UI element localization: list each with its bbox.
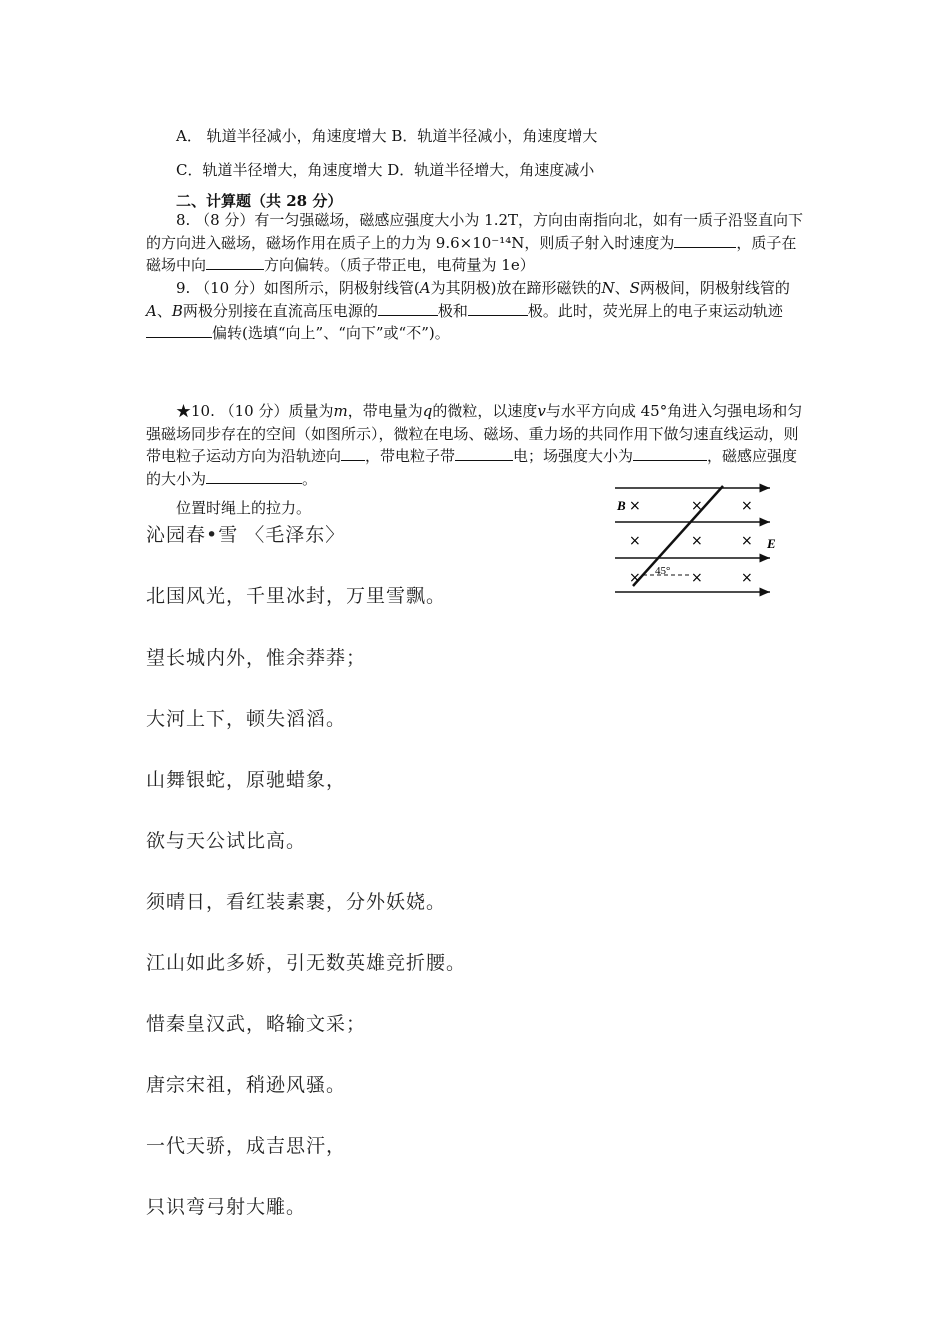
option-line-cd: C．轨道半径增大，角速度增大 D．轨道半径增大，角速度减小 <box>176 161 595 179</box>
cross-mark: × <box>691 570 703 586</box>
stray-line: 位置时绳上的拉力。 <box>176 499 312 517</box>
cross-mark: × <box>629 533 641 549</box>
poem-line: 唐宗宋祖，稍逊风骚。 <box>146 1074 347 1096</box>
poem-line: 北国风光，千里冰封，万里雪飘。 <box>146 585 447 607</box>
q9-text-4: 两极分别接在直流高压电源的 <box>182 301 378 320</box>
q10-var-v: v <box>537 402 546 420</box>
q9-sep-1: 、 <box>614 279 630 297</box>
q10-text-8: 。 <box>302 469 318 488</box>
q9-var-b: B <box>171 301 183 320</box>
cross-mark: × <box>741 570 753 586</box>
cross-mark: × <box>741 533 753 549</box>
q10-blank-magnetic-strength[interactable] <box>206 468 302 484</box>
section-title: 二、计算题（共 28 分） <box>176 192 343 210</box>
field-diagram <box>605 478 785 603</box>
q9-text-1: 9. （10 分）如图所示，阴极射线管( <box>176 279 420 297</box>
q9-text-6: 极。此时，荧光屏上的电子束运动轨迹 <box>527 301 783 320</box>
cross-mark: × <box>691 533 703 549</box>
poem-line: 欲与天公试比高。 <box>146 830 307 852</box>
poem-line: 大河上下，顿失滔滔。 <box>146 708 347 730</box>
q10-text-5: ，带电粒子带 <box>365 447 456 465</box>
poem-line: 惜秦皇汉武，略输文采； <box>146 1013 367 1035</box>
label-e: E <box>767 536 776 551</box>
q8-blank-direction[interactable] <box>206 254 264 270</box>
q9-text-5: 极和 <box>437 301 468 320</box>
cross-mark: × <box>741 498 753 514</box>
q10-blank-charge[interactable] <box>455 445 513 461</box>
particle-trajectory <box>633 486 723 586</box>
q9-sep-2: 、 <box>156 301 172 320</box>
poem-line: 只识弯弓射大雕。 <box>146 1196 307 1218</box>
q10-text-4: 与水平方向成 45°角进入匀强电场和匀强磁场同步存在的空间（如图所示），微粒在电场、磁场、重力场的共同作用下做匀速直线运动，则带电粒子运动方向为沿轨迹向 <box>146 402 803 465</box>
q10-text-3: 的微粒，以速度 <box>432 402 538 420</box>
q9-var-s: S <box>629 279 640 297</box>
q10-text-6: 电；场强度大小为 <box>513 447 634 465</box>
poem-line: 江山如此多娇，引无数英雄竞折腰。 <box>146 952 467 974</box>
q9-text-3: 两极间，阴极射线管的 <box>639 279 790 297</box>
q10-var-q: q <box>422 402 433 420</box>
question-9 <box>146 277 811 345</box>
cross-mark: × <box>629 570 641 586</box>
q9-var-n: N <box>601 279 615 297</box>
angle-label: 45° <box>655 565 671 577</box>
cross-mark: × <box>629 498 641 514</box>
poem-line: 一代天骄，成吉思汗， <box>146 1135 347 1157</box>
poem-line: 山舞银蛇，原驰蜡象， <box>146 769 347 791</box>
poem-title: 沁园春•雪 〈毛泽东〉 <box>146 524 346 546</box>
q8-text-1: 8. （8 分）有一匀强磁场，磁感应强度大小为 1.2T，方向由南指向北，如有一质子沿竖直向下的方向进入磁场，磁场作用在质子上的力为 9.6×10⁻¹⁴N，则质子射入时速度为 <box>146 211 804 252</box>
cross-mark: × <box>691 498 703 514</box>
poem-line: 须晴日，看红装素裹，分外妖娆。 <box>146 891 447 913</box>
q10-text-2: ，带电量为 <box>347 402 423 420</box>
q10-text-1: ★10. （10 分）质量为 <box>176 402 334 420</box>
q9-blank-pole-b[interactable] <box>468 300 528 316</box>
q9-var-a2: A <box>146 301 157 320</box>
q8-blank-speed[interactable] <box>674 232 736 248</box>
q9-blank-deflection[interactable] <box>146 322 212 338</box>
question-10 <box>146 400 811 490</box>
q10-blank-field-strength[interactable] <box>633 445 707 461</box>
q9-text-7: 偏转(选填“向上”、“向下”或“不”)。 <box>212 324 450 342</box>
q8-text-2: ，质子在磁场中向 <box>146 233 797 274</box>
q10-text-7: ，磁感应强度的大小为 <box>146 447 798 488</box>
label-b: B <box>617 498 626 513</box>
question-8 <box>146 209 811 277</box>
q10-var-m: m <box>333 402 348 420</box>
q10-blank-direction[interactable] <box>341 445 365 461</box>
q8-text-3: 方向偏转。（质子带正电，电荷量为 1e） <box>264 256 535 274</box>
q9-text-2: 为其阴极)放在蹄形磁铁的 <box>430 279 602 297</box>
q9-var-a: A <box>419 279 431 297</box>
poem-line: 望长城内外，惟余莽莽； <box>146 647 367 669</box>
option-line-ab: A． 轨道半径减小，角速度增大 B．轨道半径减小，角速度增大 <box>176 127 598 145</box>
q9-blank-pole-a[interactable] <box>378 300 438 316</box>
